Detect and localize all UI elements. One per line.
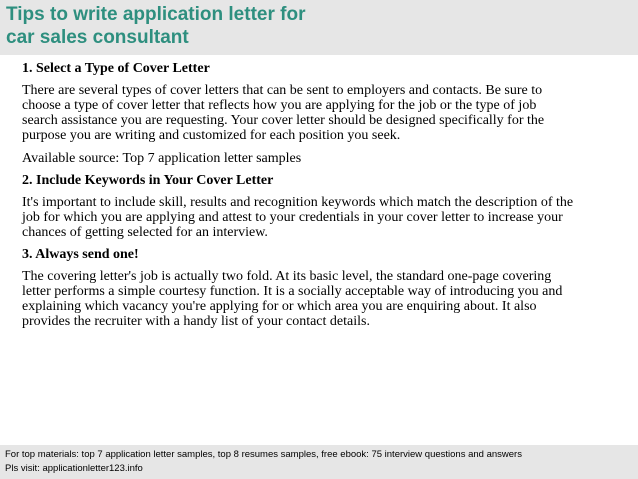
slide-title: Tips to write application letter for car sales consultant bbox=[6, 4, 306, 48]
section-heading-1: 1. Select a Type of Cover Letter bbox=[22, 61, 210, 76]
section-heading-2: 2. Include Keywords in Your Cover Letter bbox=[22, 173, 274, 188]
section-3-paragraph-1: The covering letter's job is actually two fold. At its basic level, the standard one-page covering letter performs a simple courtesy function. It is a socially acceptable way of introducing you and explaining which vacancy you're applying for or which area you are enquiring about. It also provides the recruiter with a handy list of your contact details. bbox=[22, 269, 563, 329]
slide-content bbox=[22, 61, 622, 337]
section-1-paragraph-1: There are several types of cover letters that can be sent to employers and contacts. Be sure to choose a type of cover letter that reflects how you are applying for the job or the type of job search assistance you are requesting. Your cover letter should be designed specifically for the purpose you are writing and customized for each position you seek. bbox=[22, 83, 545, 143]
section-2-paragraph-1: It's important to include skill, results and recognition keywords which match the description of the job for which you are applying and attest to your credentials in your cover letter to increase your chances of getting selected for an interview. bbox=[22, 195, 574, 240]
title-bar bbox=[0, 0, 638, 55]
section-heading-3: 3. Always send one! bbox=[22, 247, 139, 262]
footer-text-line-2: Pls visit: applicationletter123.info bbox=[5, 463, 143, 474]
footer-bar bbox=[0, 445, 638, 479]
section-1-paragraph-2: Available source: Top 7 application letter samples bbox=[22, 151, 302, 166]
footer-text-line-1: For top materials: top 7 application letter samples, top 8 resumes samples, free ebook: 75 interview questions and answers bbox=[5, 449, 522, 460]
